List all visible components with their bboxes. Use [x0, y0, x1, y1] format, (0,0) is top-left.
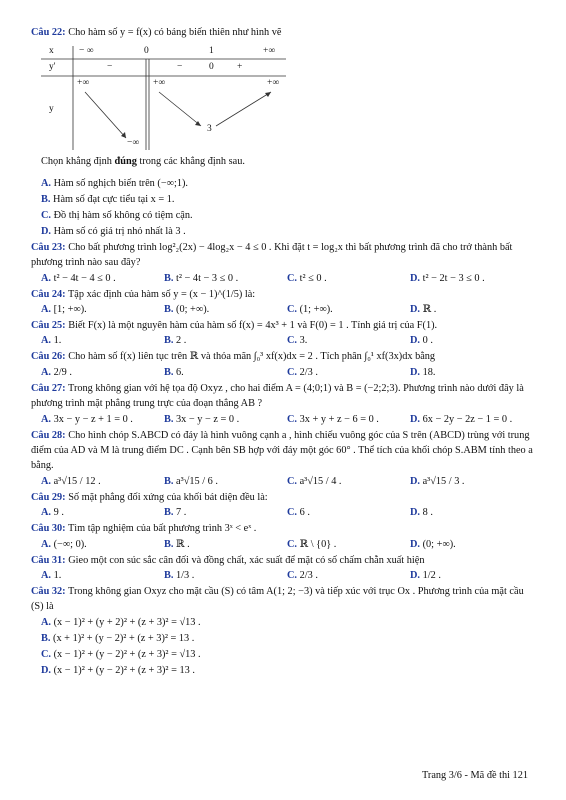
options-30 [41, 537, 534, 553]
y-pos-inf-3: +∞ [267, 78, 280, 89]
option-label: D. [410, 303, 421, 315]
row-yprime-label: y' [49, 62, 56, 73]
option-b[interactable] [164, 568, 287, 584]
question-32 [31, 584, 534, 615]
option-label: D. [410, 475, 421, 487]
option-text: 1. [53, 570, 62, 581]
option-b[interactable] [164, 474, 287, 490]
x-one: 1 [209, 46, 214, 57]
option-d[interactable] [410, 474, 533, 490]
arrow-down-left [85, 92, 126, 138]
option-d[interactable] [410, 365, 533, 381]
option-label: D. [410, 272, 421, 284]
x-neg-inf: − ∞ [79, 46, 94, 57]
variation-table-lines [41, 46, 286, 150]
option-b[interactable] [164, 412, 287, 428]
option-label: D. [410, 538, 421, 550]
yprime-sign-2: − [177, 62, 183, 73]
option-label: B. [41, 632, 51, 644]
option-text: 8 . [422, 507, 433, 519]
option-label: A. [41, 366, 52, 378]
option-c[interactable] [287, 302, 410, 318]
option-text: 18. [422, 366, 436, 378]
options-23 [41, 271, 534, 287]
option-text: 2 . [176, 335, 187, 347]
option-label: A. [41, 177, 52, 189]
option-label: B. [41, 193, 51, 205]
option-d[interactable] [410, 333, 533, 349]
question-number: Câu 25: [31, 319, 66, 331]
question-31 [31, 553, 534, 568]
question-stem: Số mặt phẳng đối xứng của khối bát diện đều là: [68, 491, 268, 503]
option-text: (x + 1)² + (y − 2)² + (z + 3)² = 13 . [53, 632, 195, 644]
choose-text-pre: Chọn khẳng định [41, 156, 115, 168]
question-number: Câu 29: [31, 491, 66, 503]
question-number: Câu 24: [31, 288, 66, 300]
y-min-value: 3 [207, 124, 212, 135]
variation-table [41, 46, 286, 150]
option-label: B. [164, 335, 174, 347]
option-label: C. [41, 648, 52, 660]
question-number: Câu 31: [31, 554, 66, 566]
option-c[interactable] [287, 505, 410, 521]
option-c[interactable] [287, 412, 410, 428]
question-number: Câu 22: [31, 27, 66, 38]
row-y-label: y [49, 104, 54, 115]
option-label: C. [287, 272, 298, 284]
option-b[interactable] [164, 365, 287, 381]
question-26 [31, 349, 534, 364]
option-text: 2/3 . [299, 366, 318, 378]
options-22 [41, 176, 534, 240]
question-28 [31, 428, 534, 474]
x-zero: 0 [144, 46, 149, 57]
option-text: 2/9 . [53, 366, 72, 378]
option-label: C. [287, 570, 298, 581]
option-label: A. [41, 475, 52, 487]
option-a[interactable] [41, 505, 164, 521]
option-d[interactable] [41, 663, 292, 679]
question-stem: Tập xác định của hàm số y = (x − 1)^(1/5) là: [68, 288, 256, 300]
option-a[interactable] [41, 302, 164, 318]
options-26 [41, 365, 534, 381]
question-number: Câu 32: [31, 585, 66, 597]
yprime-sign-1: − [107, 62, 113, 73]
option-a[interactable] [41, 176, 292, 192]
option-text: ℝ . [176, 538, 190, 550]
option-text: a³√15 / 6 . [176, 475, 218, 487]
option-text: a³√15 / 3 . [422, 475, 465, 487]
option-d[interactable] [41, 224, 292, 240]
option-text: t² − 4t − 4 ≤ 0 . [53, 272, 116, 284]
question-stem: Biết F(x) là một nguyên hàm của hàm số f(x) = 4x³ + 1 và F(0) = 1 . Tính giá trị của F(1). [68, 319, 438, 331]
option-label: A. [41, 570, 52, 581]
question-stem: Cho bất phương trình log²₂(2x) − 4log₂x − 4 ≤ 0 . Khi đặt t = log₂x thì bất phương trình đã cho trở thành bất phương trình nào sau đây? [31, 241, 513, 269]
option-a[interactable] [41, 271, 164, 287]
option-label: A. [41, 272, 52, 284]
option-text: 6 . [299, 507, 310, 519]
option-label: C. [287, 335, 298, 347]
option-label: D. [410, 413, 421, 425]
option-text: a³√15 / 4 . [299, 475, 342, 487]
option-text: Hàm số có giá trị nhỏ nhất là 3 . [53, 225, 186, 237]
option-label: A. [41, 303, 52, 315]
option-d[interactable] [410, 568, 533, 584]
option-label: B. [164, 413, 174, 425]
question-stem: Cho hàm số y = f(x) có bảng biến thiên như hình vẽ [68, 27, 282, 38]
question-stem: Trong không gian Oxyz cho mặt cầu (S) có tâm A(1; 2; −3) và tiếp xúc với trục Ox . Phương trình của mặt cầu (S) là [31, 585, 524, 613]
option-text: (0; +∞). [176, 303, 210, 315]
option-text: 3x − y − z + 1 = 0 . [53, 413, 133, 425]
option-text: 3x + y + z − 6 = 0 . [299, 413, 379, 425]
option-a[interactable] [41, 412, 164, 428]
arrow-up-right [216, 92, 271, 126]
option-b[interactable] [41, 631, 292, 647]
question-stem: Cho hình chóp S.ABCD có đáy là hình vuông cạnh a , hình chiếu vuông góc của S trên (ABCD) trùng với trung điểm của AD và M là trung điểm DC . Cạnh bên SB hợp với đáy một góc 60° . Thể tích của khối chóp S.ABM tính theo a bằng. [31, 429, 533, 472]
option-a[interactable] [41, 615, 292, 631]
option-text: ℝ . [422, 303, 437, 315]
option-text: a³√15 / 12 . [53, 475, 101, 487]
option-label: A. [41, 335, 52, 347]
y-pos-inf-1: +∞ [77, 78, 90, 89]
option-label: B. [164, 272, 174, 284]
x-pos-inf: +∞ [263, 46, 276, 57]
option-text: [1; +∞). [53, 303, 87, 315]
option-text: t² − 2t − 3 ≤ 0 . [422, 272, 485, 284]
option-text: 1. [53, 335, 62, 347]
option-label: C. [41, 209, 52, 221]
option-d[interactable] [410, 537, 533, 553]
option-label: C. [287, 366, 298, 378]
option-d[interactable] [410, 412, 533, 428]
row-x-label: x [49, 46, 54, 57]
option-text: 2/3 . [299, 570, 318, 581]
option-d[interactable] [410, 271, 533, 287]
option-c[interactable] [41, 647, 292, 663]
question-29 [31, 490, 534, 505]
option-label: B. [164, 475, 174, 487]
yprime-sign-3: + [237, 62, 243, 73]
option-text: (x − 1)² + (y + 2)² + (z + 3)² = √13 . [53, 616, 201, 628]
options-25 [41, 333, 534, 349]
y-pos-inf-2: +∞ [153, 78, 166, 89]
choose-text-post: trong các khẳng định sau. [136, 156, 245, 168]
option-label: C. [287, 507, 298, 519]
option-text: (x − 1)² + (y − 2)² + (z + 3)² = √13 . [53, 648, 201, 660]
option-a[interactable] [41, 568, 164, 584]
option-label: D. [410, 507, 421, 519]
option-c[interactable] [287, 474, 410, 490]
option-d[interactable] [410, 505, 533, 521]
option-text: Đồ thị hàm số không có tiệm cận. [53, 209, 193, 221]
option-a[interactable] [41, 365, 164, 381]
option-text: 7 . [176, 507, 187, 519]
question-stem: Trong không gian với hệ tọa độ Oxyz , cho hai điểm A = (4;0;1) và B = (−2;2;3). Phương trình nào dưới đây là phương trình mặt phẳng trung trực của đoạn thẳng AB ? [31, 382, 524, 410]
option-label: D. [410, 366, 421, 378]
option-b[interactable] [41, 192, 292, 208]
option-label: A. [41, 413, 52, 425]
question-number: Câu 23: [31, 241, 66, 253]
option-b[interactable] [164, 302, 287, 318]
option-text: 6. [176, 366, 184, 378]
options-31 [41, 568, 534, 584]
options-27 [41, 412, 534, 428]
option-label: D. [410, 570, 421, 581]
question-25 [31, 318, 534, 333]
option-a[interactable] [41, 333, 164, 349]
option-c[interactable] [287, 568, 410, 584]
option-text: Hàm số đạt cực tiểu tại x = 1. [53, 193, 175, 205]
option-text: (−∞; 0). [53, 538, 87, 550]
option-label: B. [164, 507, 174, 519]
option-text: ℝ \ {0} . [299, 538, 337, 550]
yprime-zero: 0 [209, 62, 214, 73]
options-29 [41, 505, 534, 521]
option-text: 6x − 2y − 2z − 1 = 0 . [422, 413, 513, 425]
options-24 [41, 302, 534, 318]
choose-text-bold: đúng [114, 156, 137, 168]
options-32 [41, 615, 534, 679]
option-label: D. [410, 335, 421, 347]
question-24 [31, 287, 534, 302]
option-text: t² ≤ 0 . [299, 272, 327, 284]
option-c[interactable] [41, 208, 292, 224]
option-label: C. [287, 413, 298, 425]
option-text: 3x − y − z = 0 . [176, 413, 240, 425]
option-label: C. [287, 538, 298, 550]
arrow-down-right [159, 92, 201, 126]
question-number: Câu 30: [31, 523, 66, 535]
choose-instruction [41, 154, 534, 169]
question-stem: Cho hàm số f(x) liên tục trên ℝ và thỏa mãn ∫₀³ xf(x)dx = 2 . Tích phân ∫₀¹ xf(3x)dx bằng [68, 351, 436, 363]
option-text: Hàm số nghịch biến trên (−∞;1). [53, 177, 188, 189]
option-label: D. [41, 225, 52, 237]
option-label: B. [164, 303, 174, 315]
option-label: A. [41, 507, 52, 519]
option-d[interactable] [410, 302, 533, 318]
option-label: B. [164, 366, 174, 378]
option-text: (x − 1)² + (y − 2)² + (z + 3)² = 13 . [53, 664, 195, 676]
options-28 [41, 474, 534, 490]
option-label: B. [164, 570, 174, 581]
option-b[interactable] [164, 505, 287, 521]
question-27 [31, 381, 534, 412]
option-text: t² − 4t − 3 ≤ 0 . [176, 272, 239, 284]
question-22 [31, 25, 534, 40]
question-number: Câu 26: [31, 351, 66, 363]
option-label: C. [287, 475, 298, 487]
option-label: C. [287, 303, 298, 315]
option-text: 3. [299, 335, 308, 347]
option-c[interactable] [287, 271, 410, 287]
option-text: 9 . [53, 507, 64, 519]
option-text: 1/2 . [422, 570, 441, 581]
page-footer: Trang 3/6 - Mã đề thi 121 [421, 770, 528, 781]
y-neg-inf: −∞ [127, 138, 140, 149]
option-text: (1; +∞). [299, 303, 333, 315]
question-number: Câu 27: [31, 382, 66, 394]
option-label: B. [164, 538, 174, 550]
question-30 [31, 521, 534, 536]
option-b[interactable] [164, 537, 287, 553]
option-label: D. [41, 664, 52, 676]
option-c[interactable] [287, 537, 410, 553]
option-text: 1/3 . [176, 570, 195, 581]
question-23 [31, 240, 534, 271]
option-b[interactable] [164, 333, 287, 349]
option-label: A. [41, 538, 52, 550]
option-b[interactable] [164, 271, 287, 287]
option-a[interactable] [41, 474, 164, 490]
option-c[interactable] [287, 365, 410, 381]
question-stem: Tìm tập nghiệm của bất phương trình 3ˣ < eˣ . [68, 523, 257, 535]
question-stem: Gieo một con súc sắc cân đối và đồng chất, xác suất để mặt có số chấm chẵn xuất hiện [68, 554, 425, 566]
option-text: 0 . [422, 335, 433, 347]
option-c[interactable] [287, 333, 410, 349]
option-a[interactable] [41, 537, 164, 553]
question-number: Câu 28: [31, 429, 66, 441]
option-text: (0; +∞). [422, 538, 456, 550]
option-label: A. [41, 616, 52, 628]
